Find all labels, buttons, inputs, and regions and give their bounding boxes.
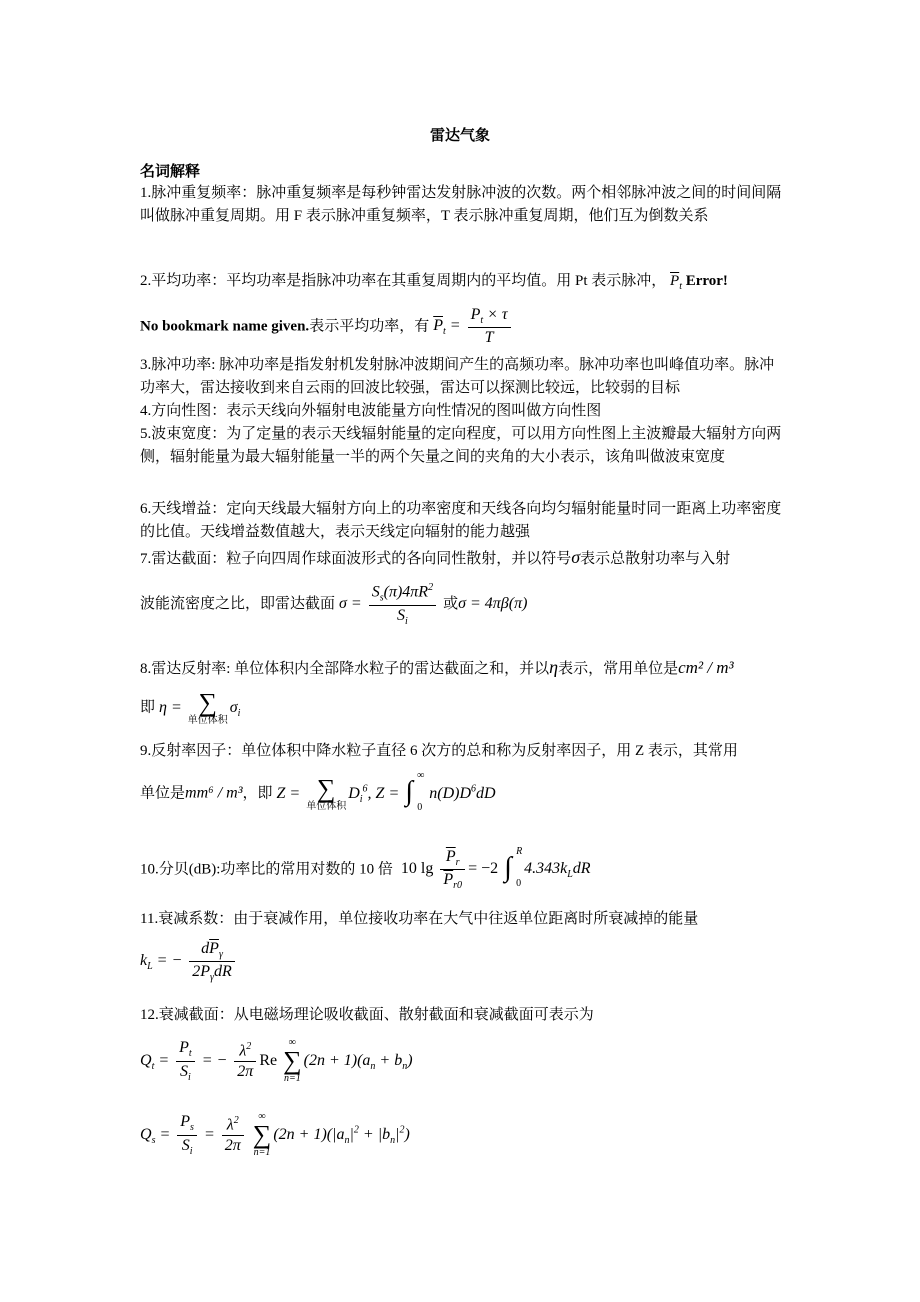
section-heading: 名词解释 — [140, 164, 201, 180]
decibel-formula: 10 lg $\frac{\overline{P}_r}{\overline{P}_{r0}}$ = −2 ∫ R 0 $4.343k_LdR$ — [400, 845, 591, 892]
bookmark-text: No bookmark name given. — [140, 318, 310, 335]
sigma-symbol: σ — [571, 547, 581, 567]
attenuation-coefficient-formula: $k_L$ = − $\frac{d\overline{P}_\gamma}{2P_\gamma dR}$ — [140, 940, 238, 983]
item-8-text-a: 8.雷达反射率: 单位体积内全部降水粒子的雷达截面之和，并以 — [140, 661, 550, 677]
item-4-text: 4.方向性图：表示天线向外辐射电波能量方向性情况的图叫做方向性图 — [140, 403, 602, 419]
item-11-text: 11.衰减系数：由于衰减作用，单位接收功率在大气中往返单位距离时所衰减掉的能量 — [140, 911, 699, 927]
neg2-text: = −2 — [468, 860, 499, 878]
error-text: Error! — [685, 273, 728, 289]
unit-volume-label: 单位体积 — [187, 715, 228, 726]
item-3-text: 3.脉冲功率: 脉冲功率是指发射机发射脉冲波期间产生的高频功率。脉冲功率也叫峰值功率。脉冲功率大，雷达接收到来自云雨的回波比较强，雷达可以探测比较远，比较弱的目标 — [140, 357, 775, 396]
item-8-line-2 — [140, 690, 240, 726]
page-title: 雷达气象 — [429, 128, 490, 144]
item-8-line-1 — [140, 656, 782, 681]
item-9-text: 9.反射率因子：单位体积中降水粒子直径 6 次方的总和称为反射率因子，用 Z 表示，其常用 — [140, 743, 738, 759]
item-2-text-a: 2.平均功率：平均功率是指脉冲功率在其重复周期内的平均值。用 Pt 表示脉冲， — [140, 273, 667, 289]
sum-lower-limit: n=1 — [283, 1073, 301, 1084]
sum-lower-limit-2: n=1 — [253, 1147, 271, 1158]
item-12-text: 12.衰减截面：从电磁场理论吸收截面、散射截面和衰减截面可表示为 — [140, 1007, 594, 1023]
item-5-text: 5.波束宽度：为了定量的表示天线辐射能量的定向程度，可以用方向性图上主波瓣最大辐射方向两侧，辐射能量为最大辐射能量一半的两个矢量之间的夹角的大小表示，该角叫做波束宽度 — [140, 426, 782, 465]
or-text: 或 — [443, 596, 459, 613]
item-7-text-a: 7.雷达截面：粒子向四周作球面波形式的各向同性散射，并以符号 — [140, 551, 572, 567]
eta-symbol: η — [549, 657, 559, 677]
item-2-line-2 — [140, 306, 514, 347]
avg-power-formula: $\overline{P}_t$ = $\frac{P_t \times \tau}{T}$ — [433, 317, 513, 334]
qt-formula: $Q_t$ = $\frac{P_t}{S_i}$ = − $\frac{\lambda^2}{2\pi}$ Re ∞ ∑ n=1 $(2n + 1)(a_n + b_n)$ — [140, 1037, 413, 1084]
ji-text: 即 — [140, 699, 156, 716]
item-7-text-b: 表示总散射功率与入射 — [580, 551, 731, 567]
item-10-text: 10.分贝(dB):功率比的常用对数的 10 倍 — [140, 861, 393, 878]
r-limit: R — [516, 845, 523, 857]
sum-upper-infinity: ∞ — [288, 1037, 296, 1048]
item-6-text: 6.天线增益：定向天线最大辐射方向上的功率密度和天线各向均匀辐射能量时同一距离上功率密度的比值。天线增益数值越大，表示天线定向辐射的能力越强 — [140, 501, 782, 540]
unit-volume-label-2: 单位体积 — [306, 801, 347, 812]
item-7-line-1 — [140, 546, 782, 571]
infinity-limit: ∞ — [417, 770, 425, 781]
item-8-text-b: 表示，常用单位是 — [558, 661, 679, 677]
reflectivity-factor-formula: Z = ∑ 单位体积 $D_i^6$, Z = ∫ ∞ 0 $n(D)D^6dD$ — [276, 770, 496, 813]
item-9-line-2 — [140, 770, 496, 813]
qs-formula: $Q_s$ = $\frac{P_s}{S_i}$ = $\frac{\lambda^2}{2\pi}$ ∞ ∑ n=1 $(2n + 1)(|a_n|^2 + |b_n|^2)$ — [140, 1111, 410, 1158]
item-1-text: 1.脉冲重复频率：脉冲重复频率是每秒钟雷达发射脉冲波的次数。两个相邻脉冲波之间的时间间隔叫做脉冲重复周期。用 F 表示脉冲重复频率，T 表示脉冲重复周期，他们互为倒数关系 — [140, 185, 782, 224]
att-coefficient-expr: 4.343k — [524, 860, 568, 878]
lg-text: 10 lg — [400, 860, 434, 878]
item-10-line — [140, 845, 591, 892]
sigma-beta-formula: σ = 4πβ(π) — [458, 595, 528, 613]
unit-cm2-m3: cm² / m³ — [678, 658, 734, 677]
unit-mm6-m3: mm⁶ / m³ — [185, 784, 243, 802]
radar-cross-section-formula: σ = $\frac{S_s(\pi)4\pi R^2}{S_i}$ — [339, 595, 443, 612]
item-9-text-b: 单位是 — [140, 785, 186, 802]
sum-upper-infinity-2: ∞ — [258, 1111, 266, 1122]
item-2-line-1 — [140, 270, 782, 298]
item-7-line-2 — [140, 582, 527, 627]
item-2-text-b: 表示平均功率，有 — [309, 318, 430, 335]
reflectivity-formula: η = ∑ 单位体积 $\sigma_i$ — [159, 688, 241, 726]
pt-bar-symbol: $\overline{P}_t$ — [670, 273, 682, 292]
item-7-text-c: 波能流密度之比，即雷达截面 — [140, 596, 336, 613]
item-9-text-c: ，即 — [242, 785, 273, 802]
